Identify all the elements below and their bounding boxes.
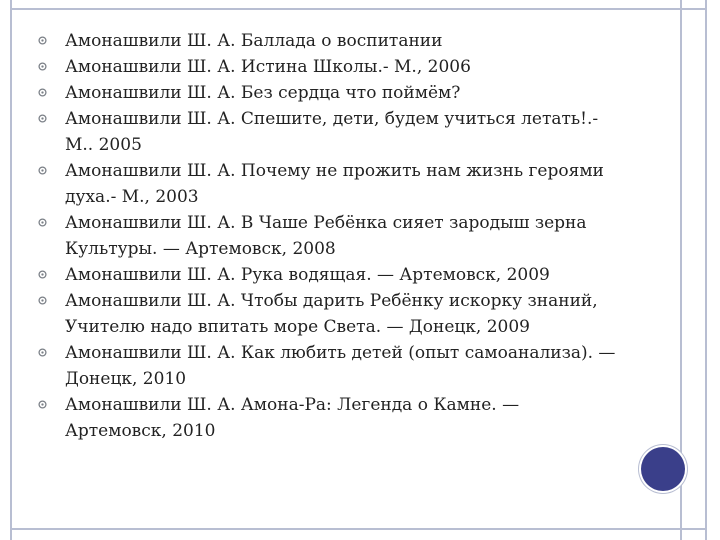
bullet-icon [38,88,47,97]
bullet-icon [38,348,47,357]
reference-item [38,210,618,262]
reference-item [38,288,618,340]
bullet-icon [38,36,47,45]
bullet-icon [38,62,47,71]
reference-item [38,262,618,288]
reference-text: Амонашвили Ш. А. Почему не прожить нам жизнь героями духа.- М., 2003 [65,161,604,207]
reference-item [38,106,618,158]
reference-text: Амонашвили Ш. А. Как любить детей (опыт самоанализа). — Донецк, 2010 [65,343,616,389]
reference-list [38,28,618,444]
reference-text: Амонашвили Ш. А. Спешите, дети, будем учиться летать!.- М.. 2005 [65,109,599,155]
reference-text: Амонашвили Ш. А. Баллада о воспитании [65,31,443,51]
reference-item [38,28,618,54]
slide-frame-bottom [10,528,707,530]
reference-text: Амонашвили Ш. А. Без сердца что поймём? [65,83,461,103]
reference-item [38,54,618,80]
bullet-icon [38,114,47,123]
reference-text: Амонашвили Ш. А. Амона-Ра: Легенда о Камне. — Артемовск, 2010 [65,395,520,441]
bullet-icon [38,270,47,279]
bullet-icon [38,296,47,305]
bullet-icon [38,400,47,409]
reference-item [38,158,618,210]
reference-text: Амонашвили Ш. А. Истина Школы.- М., 2006 [65,57,471,77]
bullet-icon [38,218,47,227]
slide-frame-top [10,0,707,10]
reference-item [38,392,618,444]
reference-text: Амонашвили Ш. А. Рука водящая. — Артемовск, 2009 [65,265,550,285]
decorative-circle [641,447,685,491]
reference-text: Амонашвили Ш. А. В Чаше Ребёнка сияет зародыш зерна Культуры. — Артемовск, 2008 [65,213,587,259]
reference-item [38,340,618,392]
bullet-icon [38,166,47,175]
reference-item [38,80,618,106]
reference-text: Амонашвили Ш. А. Чтобы дарить Ребёнку искорку знаний, Учителю надо впитать море Света. — Донецк, 2009 [65,291,598,337]
